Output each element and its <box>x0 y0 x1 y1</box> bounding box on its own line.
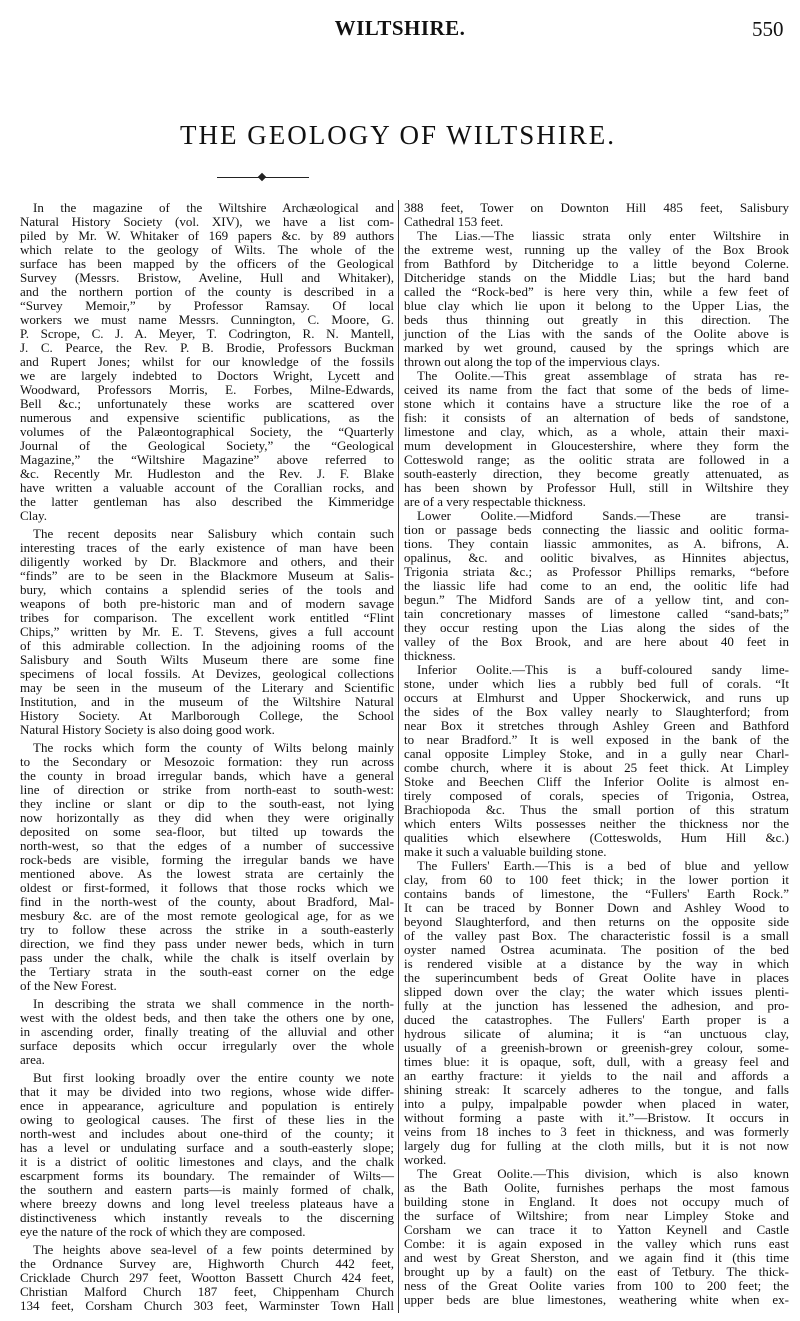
text-line: the latter gentleman has also described the Kimmeridge <box>20 494 394 509</box>
text-line: thickness. <box>404 648 456 663</box>
text-line: an earthy fracture: it yields to the nail and affords a <box>404 1068 789 1083</box>
text-line: Cotteswold range; as the oolitic strata are followed in a <box>404 452 789 467</box>
text-line: Trigonia striata &c.; as Professor Phillips remarks, “before <box>404 564 789 579</box>
text-line: Journal of the Geological Society,” the “Geological <box>20 438 394 453</box>
text-line: the liassic life had come to an end, the oolitic life had <box>404 578 789 593</box>
text-line: Chips,” written by Mr. E. T. Stevens, gives a full account <box>20 624 394 639</box>
text-line: workers we must name Messrs. Cunnington, C. Moore, G. <box>20 312 394 327</box>
text-line: as the Bath Oolite, furnishes perhaps the most famous <box>404 1180 789 1195</box>
text-line: combe church, where it is about 25 feet thick. At Limpley <box>404 760 789 775</box>
text-line: valley of the Box Brook, and are here about 40 feet in <box>404 634 789 649</box>
text-line: west with the oldest beds, and then take the others one by one, <box>20 1010 394 1025</box>
text-line: of the valley past Box. The characteristic fossil is a small <box>404 928 789 943</box>
text-line: deposited on some sea-floor, but tilted up towards the <box>20 824 394 839</box>
text-line: north-west and includes about one-third of the county; it <box>20 1126 394 1141</box>
paragraph <box>20 1071 394 1239</box>
text-line: Lower Oolite.—Midford Sands.—These are transi- <box>417 508 789 523</box>
text-line: P. Scrope, C. J. A. Meyer, T. Codrington, R. N. Mantell, <box>20 326 394 341</box>
text-line: the Tertiary strata in the south-east corner on the edge <box>20 964 394 979</box>
text-line: Woodward, Professors Morris, E. Forbes, Milne-Edwards, <box>20 382 394 397</box>
text-line: the superincumbent beds of Great Oolite have in places <box>404 970 789 985</box>
paragraph <box>404 201 789 229</box>
text-line: ness of the Great Oolite varies from 100 to 200 feet; the <box>404 1278 789 1293</box>
text-line: canal opposite Limpley Stoke, and in a gully near Charl- <box>404 746 789 761</box>
text-line: tions. They contain liassic ammonites, as A. bifrons, A. <box>404 536 789 551</box>
text-line: “Survey Memoir,” by Professor Ramsay. Of local <box>20 298 394 313</box>
text-line: of this admirable collection. In the adjoining rooms of the <box>20 638 394 653</box>
text-line: south-easterly direction, they become greatly attenuated, as <box>404 466 789 481</box>
text-line: thrown out along the top of the impervious clays. <box>404 354 660 369</box>
text-line: The Great Oolite.—This division, which is also known <box>417 1166 789 1181</box>
text-line: has been shown by Professor Hull, still in Wiltshire they <box>404 480 789 495</box>
text-line: make it such a valuable building stone. <box>404 844 607 859</box>
text-line: Natural History Society is also doing good work. <box>20 722 275 737</box>
text-line: area. <box>20 1052 45 1067</box>
paragraph <box>20 741 394 993</box>
text-line: the surface of Wiltshire; from near Limpley Stoke and <box>404 1208 789 1223</box>
paragraph <box>404 663 789 859</box>
paragraph <box>404 369 789 509</box>
text-line: surface deposits which occur irregularly over the whole <box>20 1038 394 1053</box>
text-line: which enters Wilts possesses neither the thickness nor the <box>404 816 789 831</box>
text-line: which relate to the geology of Wilts. The whole of the <box>20 242 394 257</box>
text-line: J. C. Pearce, the Rev. P. B. Brodie, Professors Buckman <box>20 340 394 355</box>
text-line: oldest or first-formed, it follows that those rocks which we <box>20 880 394 895</box>
text-line: mum development in Gloucestershire, where they form the <box>404 438 789 453</box>
text-line: eye the nature of the rock of which they are composed. <box>20 1224 306 1239</box>
text-line: 134 feet, Corsham Church 303 feet, Warminster Town Hall <box>20 1298 394 1313</box>
text-line: “finds” are to be seen in the Blackmore Museum at Salis- <box>20 568 394 583</box>
paragraph <box>20 1243 394 1313</box>
text-line: numerous and expensive scientific publications, as the <box>20 410 394 425</box>
text-line: the sides of the Box valley nearly to Slaughterford; from <box>404 704 789 719</box>
text-line: are of a very respectable thickness. <box>404 494 586 509</box>
paragraph <box>404 229 789 369</box>
text-line: we are largely indebted to Doctors Wright, Lycett and <box>20 368 394 383</box>
text-line: junction of the Lias with the sands of the Oolite above is <box>404 326 789 341</box>
text-line: The recent deposits near Salisbury which contain such <box>33 526 394 541</box>
text-line: building stone in England. It does not occupy much of <box>404 1194 789 1209</box>
text-line: limestone and clay, which, as a whole, attain their maxi- <box>404 424 789 439</box>
text-line: weapons of both pre-historic man and of modern savage <box>20 596 394 611</box>
text-line: north-west, so that the edges of a number of successive <box>20 838 394 853</box>
paragraph <box>404 859 789 1167</box>
text-line: blue clay which lie upon it belong to the Upper Lias, the <box>404 298 789 313</box>
text-line: marked by wet ground, caused by the springs which are <box>404 340 789 355</box>
text-line: rock-beds are visible, forming the irregular bands we have <box>20 852 394 867</box>
text-line: The Fullers' Earth.—This is a bed of blue and yellow <box>417 858 789 873</box>
text-line: the southern and eastern parts—is mainly formed of chalk, <box>20 1182 394 1197</box>
text-line: Salisbury and South Wilts Museum there are some fine <box>20 652 394 667</box>
right-column <box>404 201 789 1307</box>
text-line: to the Secondary or Mesozoic formation: they run across <box>20 754 394 769</box>
text-line: The Oolite.—This great assemblage of strata has re- <box>417 368 789 383</box>
text-line: interesting traces of the early existence of man have been <box>20 540 394 555</box>
text-line: they occur resting upon the Lias along the sides of the <box>404 620 789 635</box>
text-line: veins from 18 inches to 3 feet in thickness, and was formerly <box>404 1124 789 1139</box>
text-line: is rendered visible at a distance by the way in which <box>404 956 789 971</box>
text-line: the county in broad irregular bands, which have a general <box>20 768 394 783</box>
page-number: 550 <box>752 17 784 41</box>
text-line: and west by Great Sherston, and we again find it (this time <box>404 1250 789 1265</box>
running-title: WILTSHIRE. <box>334 16 466 40</box>
text-line: Cricklade Church 297 feet, Wootton Bassett Church 424 feet, <box>20 1270 394 1285</box>
text-line: qualities which elsewhere (Cotteswolds, Hum Hill &c.) <box>404 830 789 845</box>
text-line: try to follow these across the strike in a south-easterly <box>20 922 394 937</box>
text-line: Bell &c.; unfortunately these works are scattered over <box>20 396 394 411</box>
text-line: Inferior Oolite.—This is a buff-coloured sandy lime- <box>417 662 789 677</box>
text-line: occurs at Elmhurst and Upper Shockerwick, and runs up <box>404 690 789 705</box>
text-line: volumes of the Palæontographical Society, the “Quarterly <box>20 424 394 439</box>
text-line: to near Bradford.” It is well exposed in the bank of the <box>404 732 789 747</box>
text-line: History Society. At Marlborough College, the School <box>20 708 394 723</box>
text-line: oyster named Ostrea acuminata. The position of the bed <box>404 942 789 957</box>
text-line: surface has been mapped by the officers of the Geological <box>20 256 394 271</box>
text-line: stone, under which lies a rubbly bed full of corals. “It <box>404 676 789 691</box>
text-line: escarpment forms its boundary. The remainder of Wilts— <box>20 1168 394 1183</box>
text-line: Institution, and in the museum of the Wiltshire Natural <box>20 694 394 709</box>
text-line: clay, from 60 to 100 feet thick; in the lower portion it <box>404 872 789 887</box>
text-line: from Bathford by Ditcheridge to a little beyond Colerne. <box>404 256 789 271</box>
text-line: near Box it stretches through Ashley Green and Bathford <box>404 718 789 733</box>
text-line: find in the north-west of the county, about Bradford, Mal- <box>20 894 394 909</box>
text-line: In describing the strata we shall commence in the north- <box>33 996 394 1011</box>
text-line: 388 feet, Tower on Downton Hill 485 feet, Salisbury <box>404 200 789 215</box>
text-line: Stoke and Beechen Cliff the Inferior Oolite is almost en- <box>404 774 789 789</box>
text-line: bury, which contains a splendid series of the tools and <box>20 582 394 597</box>
text-line: specimens of local fossils. At Devizes, geological collections <box>20 666 394 681</box>
text-line: tirely composed of corals, species of Trigonia, Ostrea, <box>404 788 789 803</box>
text-line: has a level or undulating surface and a south-easterly slope; <box>20 1140 394 1155</box>
text-line: mesbury &c. are of the most remote geological age, for as we <box>20 908 394 923</box>
article-title: THE GEOLOGY OF WILTSHIRE. <box>180 120 616 150</box>
text-line: and Rupert Jones; whilst for our knowledge of the fossils <box>20 354 394 369</box>
text-line: they incline or slant or dip to the south-east, not lying <box>20 796 394 811</box>
text-line: tion or passage beds connecting the liassic and oolitic forma- <box>404 522 789 537</box>
text-line: &c. Recently Mr. Hudleston and the Rev. J. F. Blake <box>20 466 394 481</box>
paragraph <box>404 1167 789 1307</box>
text-line: now horizontally as they did when they were originally <box>20 810 394 825</box>
text-line: beyond Slaughterford, and then returns on the opposite side <box>404 914 789 929</box>
text-line: piled by Mr. W. Whitaker of 169 papers &c. by 89 authors <box>20 228 394 243</box>
text-line: times blue: it is opaque, soft, dull, with a greasy feel and <box>404 1054 789 1069</box>
text-line: Brachiopoda &c. Thus the small portion of this stratum <box>404 802 789 817</box>
text-line: Magazine,” the “Wiltshire Magazine” above referred to <box>20 452 394 467</box>
text-line: of the New Forest. <box>20 978 117 993</box>
text-line: beds thus thinning out greatly in this direction. The <box>404 312 789 327</box>
text-line: tain concretionary masses of limestone called “sand-bats;” <box>404 606 789 621</box>
paragraph <box>20 527 394 737</box>
left-column <box>20 201 394 1313</box>
text-line: worked. <box>404 1152 447 1167</box>
text-line: in ascending order, finally treating of the alluvial and other <box>20 1024 394 1039</box>
text-line: direction, we find they pass under newer beds, which in turn <box>20 936 394 951</box>
text-line: The heights above sea-level of a few points determined by <box>33 1242 394 1257</box>
text-line: may be seen in the museum of the Literary and Scientific <box>20 680 394 695</box>
text-line: brought up by a fault) on the east of Tetbury. The thick- <box>404 1264 789 1279</box>
text-line: distinctiveness which instantly reveals to the discerning <box>20 1210 394 1225</box>
paragraph <box>404 509 789 663</box>
text-line: usually of a greenish-brown or greenish-grey colour, some- <box>404 1040 789 1055</box>
text-line: duced the catastrophes. The Fullers' Earth proper is a <box>404 1012 789 1027</box>
text-line: it is a district of oolitic limestones and clays, and the chalk <box>20 1154 394 1169</box>
text-line: Survey (Messrs. Bristow, Aveline, Hull and Whitaker), <box>20 270 394 285</box>
text-line: without forming a paste with it.”—Bristow. It occurs in <box>404 1110 789 1125</box>
text-line: owing to geological causes. The first of these lies in the <box>20 1112 394 1127</box>
text-line: Corsham we can trace it to Yatton Keynell and Castle <box>404 1222 789 1237</box>
text-line: In the magazine of the Wiltshire Archæological and <box>33 200 394 215</box>
text-line: hydrous silicate of alumina; it is “an unctuous clay, <box>404 1026 789 1041</box>
text-line: Natural History Society (vol. XIV), we have a list com- <box>20 214 394 229</box>
text-line: tribes for comparison. The excellent work entitled “Flint <box>20 610 394 625</box>
text-line: shining streak: It scarcely adheres to the tongue, and falls <box>404 1082 789 1097</box>
text-line: mentioned above. As the lowest strata are certainly the <box>20 866 394 881</box>
text-line: opalinus, &c. and oolitic bivalves, as Hinnites abjectus, <box>404 550 789 565</box>
text-line: upper beds are blue limestones, weathering white when ex- <box>404 1292 789 1307</box>
text-line: slipped down over the clay; the water which issues plenti- <box>404 984 789 999</box>
text-line: that it may be divided into two regions, whose wide differ- <box>20 1084 394 1099</box>
title-ornament-divider <box>217 177 309 178</box>
text-line: pass under the chalk, while the chalk is itself overlain by <box>20 950 394 965</box>
text-line: fully at the junction has lessened the adhesion, and pro- <box>404 998 789 1013</box>
text-line: The rocks which form the county of Wilts belong mainly <box>33 740 394 755</box>
text-line: Cathedral 153 feet. <box>404 214 504 229</box>
text-line: largely dug for fulling at the cloth mills, but it is not now <box>404 1138 789 1153</box>
text-line: the extreme west, running up the valley of the Box Brook <box>404 242 789 257</box>
text-line: ceived its name from the fact that some of the beds of lime- <box>404 382 789 397</box>
text-line: into a pulpy, impalpable powder when placed in water, <box>404 1096 789 1111</box>
text-line: stone which it contains have a structure like the roe of a <box>404 396 789 411</box>
text-line: Ditcheridge stands on the Middle Lias; but the hard band <box>404 270 789 285</box>
text-line: have written a valuable account of the Corallian rocks, and <box>20 480 394 495</box>
text-line: It can be traced by Bonner Down and Ashley Wood to <box>404 900 789 915</box>
text-line: and the northern portion of the county is described in a <box>20 284 394 299</box>
text-line: But first looking broadly over the entire county we note <box>33 1070 394 1085</box>
text-line: where breezy downs and long level treeless plateaus have a <box>20 1196 394 1211</box>
text-line: fish: it consists of an alternation of beds of sandstone, <box>404 410 789 425</box>
text-line: Combe: it is again exposed in the valley which runs east <box>404 1236 789 1251</box>
text-line: Christian Malford Church 187 feet, Chippenham Church <box>20 1284 394 1299</box>
text-line: line of direction or strike from north-east to south-west: <box>20 782 394 797</box>
text-line: the Ordnance Survey are, Highworth Church 442 feet, <box>20 1256 394 1271</box>
text-line: begun.” The Midford Sands are of a yellow tint, and con- <box>404 592 789 607</box>
text-line: ence in appearance, agriculture and population is entirely <box>20 1098 394 1113</box>
text-line: The Lias.—The liassic strata only enter Wiltshire in <box>417 228 789 243</box>
text-line: Clay. <box>20 508 47 523</box>
text-line: called the “Rock-bed” is here very thin, while a few feet of <box>404 284 789 299</box>
column-rule <box>398 200 399 1313</box>
paragraph <box>20 997 394 1067</box>
paragraph <box>20 201 394 523</box>
text-line: diligently worked by Dr. Blackmore and others, and their <box>20 554 394 569</box>
text-line: contains bands of limestone, the “Fullers' Earth Rock.” <box>404 886 789 901</box>
